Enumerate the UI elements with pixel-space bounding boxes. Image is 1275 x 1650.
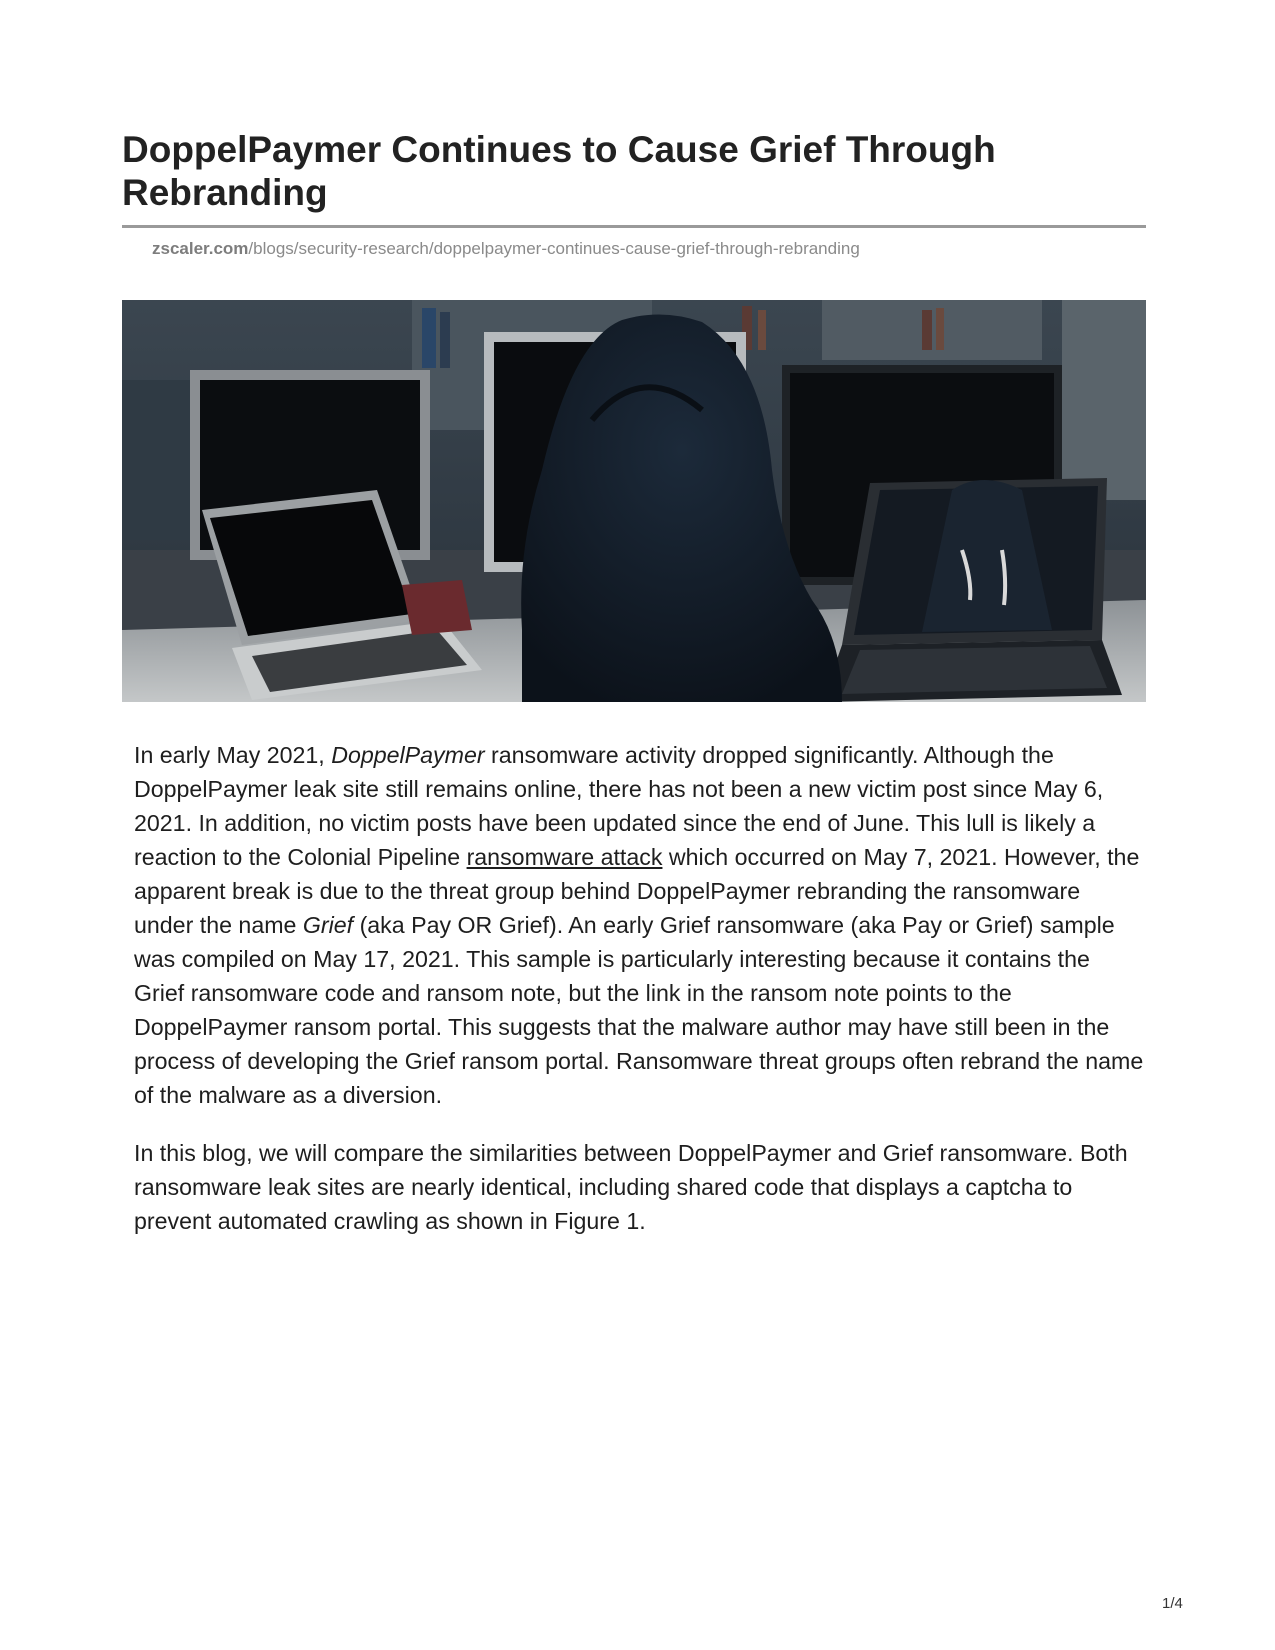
paragraph-text: (aka Pay OR Grief). An early Grief ransomware (aka Pay or Grief) sample was compiled on May 17, 2021. This sample is particularly interesting because it contains the Grief ransomware code and ransom note, but the link in the ransom note points to the DoppelPaymer ransom portal. This suggests that the malware author may have still been in the process of developing the Grief ransom portal. Ransomware threat groups often rebrand the name of the malware as a diversion.: [134, 912, 1144, 1108]
article-paragraph: In this blog, we will compare the similarities between DoppelPaymer and Grief ransomware. Both ransomware leak sites are nearly identical, including shared code that displays a captcha to prevent automated crawling as shown in Figure 1.: [134, 1140, 1128, 1234]
ransomware-attack-link[interactable]: ransomware attack: [466, 844, 663, 870]
paragraph-text: which occurred on May 7, 2021. However, the apparent break is due to the threat group behind DoppelPaymer rebranding the ransomware under the name: [134, 844, 1140, 938]
source-domain: zscaler.com: [152, 239, 249, 258]
source-url[interactable]: [152, 239, 860, 259]
title-divider: [122, 225, 1146, 228]
article-paragraph: [134, 738, 1144, 1112]
source-path: /blogs/security-research/doppelpaymer-continues-cause-grief-through-rebranding: [248, 239, 860, 258]
emphasis-doppelpaymer: DoppelPaymer: [331, 742, 485, 768]
paragraph-text: ransomware activity dropped significantly. Although the DoppelPaymer leak site still remains online, there has not been a new victim post since May 6, 2021. In addition, no victim posts have been updated since the end of June. This lull is likely a reaction to the Colonial Pipeline: [134, 742, 1104, 870]
article-body: [134, 738, 1144, 1262]
paragraph-text: In early May 2021,: [134, 742, 332, 768]
emphasis-grief: Grief: [302, 912, 354, 938]
hero-image: [122, 300, 1146, 702]
page-number: 1/4: [1162, 1595, 1183, 1612]
page-title: DoppelPaymer Continues to Cause Grief Through Rebranding: [122, 129, 996, 213]
